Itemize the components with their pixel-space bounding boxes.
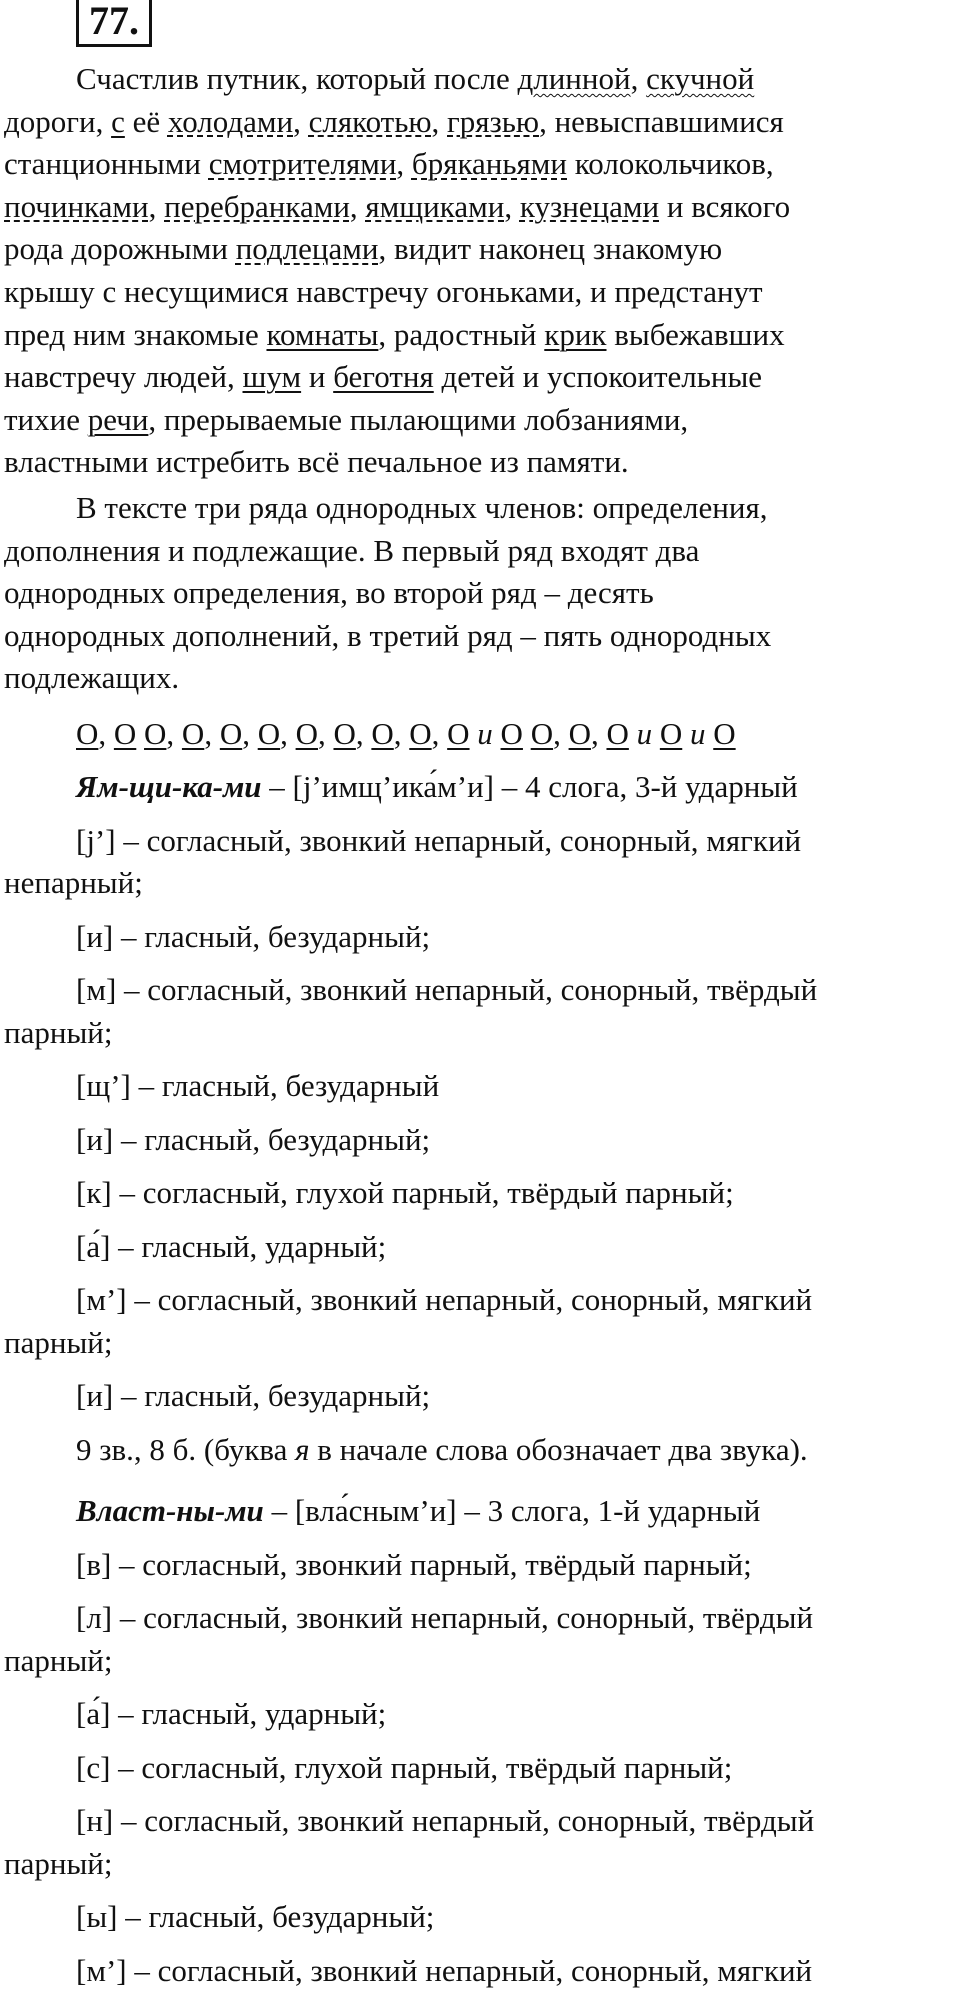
sound-line: [и] – гласный, безударный; [76, 1121, 431, 1157]
analysis-line: В тексте три ряда однородных членов: определения, [76, 490, 768, 525]
underlined-word: О [568, 716, 591, 751]
text-run [493, 716, 501, 751]
underlined-word: О [500, 716, 523, 751]
sound-line: [м’] – согласный, звонкий непарный, сонорный, мягкий [76, 1282, 813, 1318]
sound-line: [j’] – согласный, звонкий непарный, сонорный, мягкий [76, 822, 802, 858]
summary-letter: я [295, 1431, 310, 1467]
text-run: , прерываемые пылающими лобзаниями, [148, 401, 689, 437]
text-run: , [148, 188, 165, 224]
analysis-line: однородных определения, во второй ряд – десять [4, 575, 654, 611]
text-run: , [355, 716, 372, 751]
sound-line: [а́] – гласный, ударный; [76, 1228, 387, 1264]
passage-line [4, 314, 956, 356]
text-run: , [504, 188, 520, 224]
sound-line: [с] – согласный, глухой парный, твёрдый парный; [76, 1749, 733, 1785]
dash-underlined-word: кузнецами [519, 188, 660, 224]
text-run: , [393, 716, 410, 751]
text-run: , [431, 103, 448, 139]
text-run [682, 716, 690, 751]
analysis-line: дополнения и подлежащие. В первый ряд входят два [4, 532, 700, 568]
text-run: властными истребить всё печальное из памяти. [4, 444, 629, 480]
text-run: , радостный [378, 316, 545, 352]
sound-summary [4, 1429, 960, 1471]
text-run [523, 716, 531, 751]
underlined-word: О [333, 716, 356, 751]
wavy-underlined-word: длинной [517, 61, 631, 96]
text-run: детей и успокоительные [433, 359, 763, 395]
dash-underlined-word: ямщиками [365, 188, 505, 224]
word-transcription: – [вла́сным’и] – 3 слога, 1-й ударный [263, 1493, 761, 1528]
text-run [652, 716, 660, 751]
underlined-word: речи [87, 401, 149, 437]
italic-conjunction: и [477, 716, 493, 751]
underlined-word: О [219, 716, 243, 751]
word-heading [4, 1490, 960, 1532]
word-heading [4, 766, 960, 808]
text-run: , [349, 188, 366, 224]
underlined-word: О [295, 716, 318, 751]
underlined-word: О [409, 716, 432, 751]
text-run [629, 716, 637, 751]
dash-underlined-word: подлецами [235, 231, 379, 267]
text-run: , [242, 716, 258, 751]
sound-line: [к] – согласный, глухой парный, твёрдый парный; [76, 1175, 734, 1211]
scheme-symbols [4, 713, 960, 755]
passage-line [4, 271, 956, 313]
text-run: , [317, 716, 334, 751]
italic-conjunction: и [690, 716, 706, 751]
sound-line: [н] – согласный, звонкий непарный, сонорный, твёрдый [76, 1803, 815, 1839]
passage-line [4, 101, 956, 143]
dash-underlined-word: перебранками [164, 188, 350, 224]
dash-underlined-word: починками [4, 188, 149, 224]
underlined-word: беготня [333, 359, 434, 395]
text-run [136, 716, 144, 751]
text-run: пред ним знакомые [4, 316, 267, 352]
text-run: рода дорожными [4, 231, 236, 267]
text-run: , невыспавшимися [539, 103, 784, 139]
text-run: , [590, 716, 607, 751]
underlined-word: О [371, 716, 394, 751]
underlined-word: О [257, 716, 281, 751]
exercise-number: 77. [76, 0, 152, 47]
text-run: и всякого [659, 188, 791, 224]
dash-underlined-word: смотрителями [208, 146, 397, 182]
sound-line: [ы] – гласный, безударный; [76, 1899, 435, 1935]
sound-line: [и] – гласный, безударный; [76, 918, 431, 954]
underlined-word: О [713, 716, 736, 751]
sound-line: непарный; [4, 865, 143, 901]
text-run: , [98, 716, 114, 751]
sound-line: [л] – согласный, звонкий непарный, сонорный, твёрдый [76, 1600, 814, 1635]
sound-line: [щ’] – гласный, безударный [76, 1068, 440, 1104]
text-run: тихие [4, 401, 88, 437]
underlined-word: О [530, 716, 554, 751]
sound-line: парный; [4, 1014, 113, 1050]
underlined-word: О [659, 716, 683, 751]
summary-text: 9 зв., 8 б. (буква [76, 1431, 296, 1467]
text-run: , видит наконец знакомую [378, 231, 723, 267]
underlined-word: О [181, 716, 205, 751]
sound-line: [в] – согласный, звонкий парный, твёрдый парный; [76, 1546, 752, 1582]
passage-line [4, 228, 956, 270]
underlined-word: О [447, 716, 470, 751]
passage-line [4, 143, 956, 185]
text-run: , [396, 146, 412, 182]
text-run: Счастлив путник, который после [76, 61, 518, 96]
text-run: , [553, 716, 569, 751]
word-transcription: – [j’имщ’ика́м’и] – 4 слога, 3-й ударный [261, 769, 798, 804]
text-run: , [166, 716, 182, 751]
passage-line [4, 441, 956, 483]
text-run: выбежавших [606, 316, 785, 352]
sound-line: [и] – гласный, безударный; [76, 1378, 431, 1414]
underlined-word: с [111, 103, 125, 139]
analysis-line: подлежащих. [4, 660, 180, 696]
underlined-word: О [144, 716, 167, 751]
underlined-word: шум [242, 359, 302, 395]
italic-conjunction: и [636, 716, 653, 751]
dash-underlined-word: бряканьями [411, 146, 567, 182]
underlined-word: крик [544, 316, 607, 352]
underlined-word: комнаты [266, 316, 379, 352]
text-run: дороги, [4, 103, 112, 139]
passage-line [4, 399, 956, 441]
text-run: , [293, 103, 309, 139]
wavy-underlined-word: скучной [646, 61, 755, 96]
sound-line: парный; [4, 1845, 113, 1881]
dash-underlined-word: холодами [167, 103, 294, 139]
analysis-line: однородных дополнений, в третий ряд – пять однородных [4, 617, 772, 653]
underlined-word: О [606, 716, 629, 751]
sound-line: парный; [4, 1642, 113, 1678]
text-run: , [204, 716, 220, 751]
text-run: навстречу людей, [4, 359, 243, 395]
passage-line [4, 58, 960, 100]
text-run: , [630, 61, 647, 96]
text-run: станционными [4, 146, 209, 182]
text-run: и [301, 359, 334, 395]
text-run: колокольчиков, [567, 146, 774, 182]
sound-line: [м] – согласный, звонкий непарный, сонорный, твёрдый [76, 972, 818, 1008]
text-run: крышу с несущимися навстречу огоньками, и предстанут [4, 274, 763, 309]
word-syllables: Власт-ны-ми [76, 1493, 264, 1528]
word-syllables: Ям-щи-ка-ми [76, 769, 262, 804]
summary-text: в начале слова обозначает два звука). [309, 1431, 808, 1467]
passage-line [4, 186, 956, 228]
passage-line [4, 356, 956, 398]
underlined-word: О [113, 716, 137, 751]
sound-line: парный; [4, 1324, 113, 1360]
sound-line: [м’] – согласный, звонкий непарный, сонорный, мягкий [76, 1952, 813, 1988]
text-run: , [280, 716, 296, 751]
dash-underlined-word: грязью [447, 103, 540, 139]
underlined-word: О [76, 716, 99, 751]
dash-underlined-word: слякотью [308, 103, 432, 139]
sound-line: [а́] – гласный, ударный; [76, 1696, 387, 1732]
text-run: её [124, 103, 168, 139]
text-run: , [431, 716, 448, 751]
